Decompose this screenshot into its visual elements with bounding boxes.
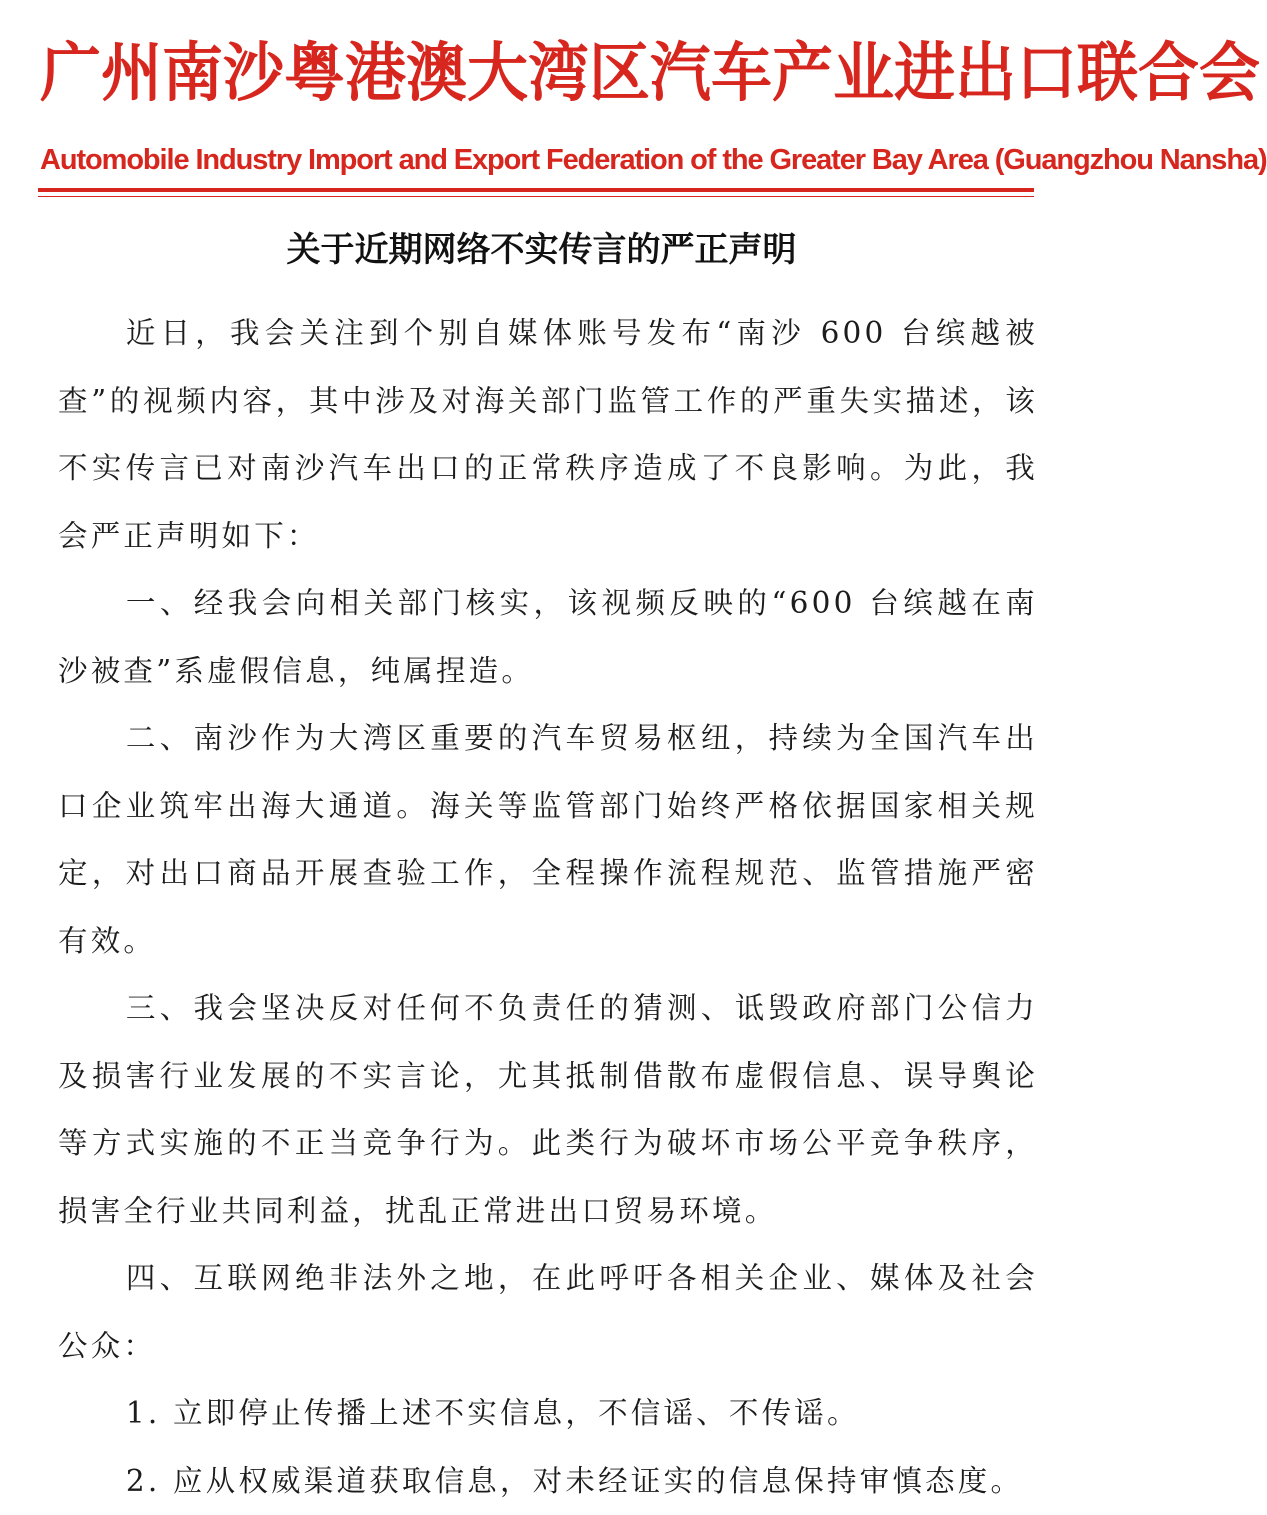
org-name-english: Automobile Industry Import and Export Federation of the Greater Bay Area (Guangzhou Nansha) (40, 140, 1043, 180)
paragraph-point-4: 四、互联网绝非法外之地，在此呼吁各相关企业、媒体及社会公众： (58, 1245, 1038, 1380)
document-title: 关于近期网络不实传言的严正声明 (0, 222, 1083, 278)
paragraph-sub-item-1: 1. 立即停止传播上述不实信息，不信谣、不传谣。 (58, 1380, 1038, 1448)
document-body (58, 300, 1038, 1515)
letterhead-divider-thin (38, 196, 1034, 197)
paragraph-sub-item-2: 2. 应从权威渠道获取信息，对未经证实的信息保持审慎态度。 (58, 1448, 1038, 1515)
paragraph-point-3: 三、我会坚决反对任何不负责任的猜测、诋毁政府部门公信力及损害行业发展的不实言论，尤其抵制借散布虚假信息、误导舆论等方式实施的不正当竞争行为。此类行为破坏市场公平竞争秩序，损害全行业共同利益，扰乱正常进出口贸易环境。 (58, 975, 1038, 1245)
paragraph-intro: 近日，我会关注到个别自媒体账号发布“南沙 600 台缤越被查”的视频内容，其中涉及对海关部门监管工作的严重失实描述，该不实传言已对南沙汽车出口的正常秩序造成了不良影响。为此，我会严正声明如下： (58, 300, 1038, 570)
paragraph-point-1: 一、经我会向相关部门核实，该视频反映的“600 台缤越在南沙被查”系虚假信息，纯属捏造。 (58, 570, 1038, 705)
org-name-chinese: 广州南沙粤港澳大湾区汽车产业进出口联合会 (40, 32, 1043, 116)
letterhead (0, 0, 1083, 210)
letterhead-divider-thick (38, 188, 1034, 192)
paragraph-point-2: 二、南沙作为大湾区重要的汽车贸易枢纽，持续为全国汽车出口企业筑牢出海大通道。海关等监管部门始终严格依据国家相关规定，对出口商品开展查验工作，全程操作流程规范、监管措施严密有效。 (58, 705, 1038, 975)
